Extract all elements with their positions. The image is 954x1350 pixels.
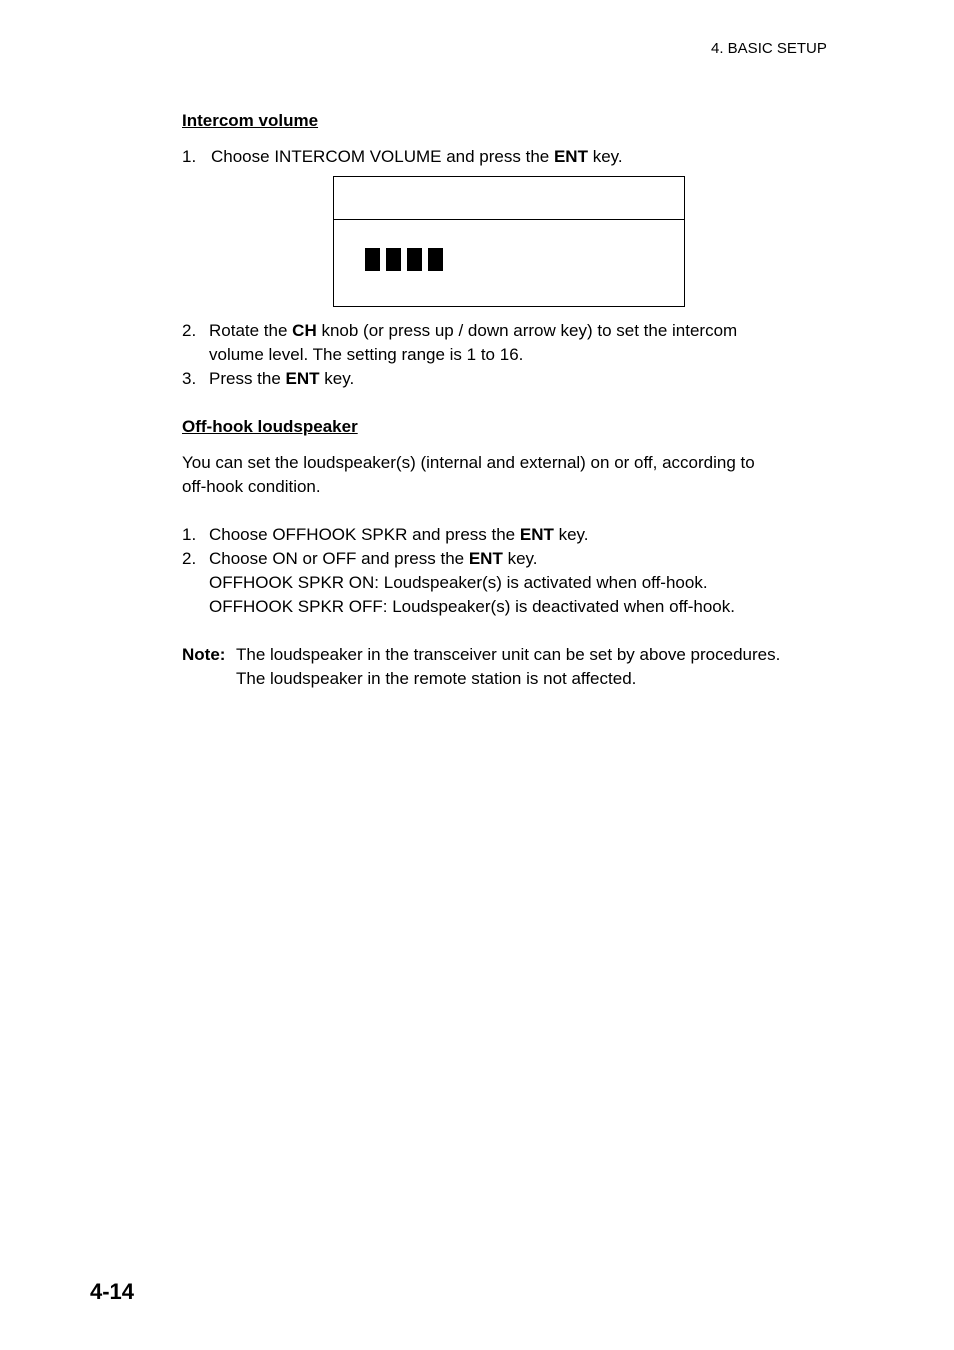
- step-text: Choose OFFHOOK SPKR and press the ENT key.: [209, 525, 589, 544]
- intercom-step-3: [182, 367, 355, 391]
- display-divider: [334, 219, 684, 220]
- section-heading-intercom-volume: Intercom volume: [182, 111, 319, 130]
- ent-key: ENT: [519, 525, 554, 544]
- intercom-step-2: [182, 319, 738, 343]
- note-label: Note:: [182, 645, 226, 664]
- note-line-1: The loudspeaker in the transceiver unit can be set by above procedures.: [236, 645, 781, 664]
- ch-key: CH: [292, 321, 317, 340]
- step-number: 3.: [182, 369, 197, 388]
- ent-key: ENT: [468, 549, 503, 568]
- step-text: Choose INTERCOM VOLUME and press the ENT key.: [211, 147, 623, 166]
- section-heading-off-hook-loudspeaker: Off-hook loudspeaker: [182, 417, 358, 436]
- ent-key: ENT: [553, 147, 588, 166]
- offhook-intro-line-1: You can set the loudspeaker(s) (internal and external) on or off, according to: [182, 453, 755, 472]
- step-number: 1.: [182, 525, 197, 544]
- volume-level-bar: [365, 248, 380, 271]
- volume-level-bar: [428, 248, 443, 271]
- volume-level-bar: [407, 248, 422, 271]
- note-line-2: The loudspeaker in the remote station is not affected.: [236, 669, 637, 688]
- offhook-intro-line-2: off-hook condition.: [182, 477, 321, 496]
- page-number: 4-14: [90, 1279, 135, 1304]
- volume-level-bar: [386, 248, 401, 271]
- intercom-volume-display: [333, 176, 685, 307]
- step-number: 1.: [182, 147, 197, 166]
- step-text: Choose ON or OFF and press the ENT key.: [209, 549, 538, 568]
- offhook-step-1: [182, 523, 589, 547]
- offhook-step-2: [182, 547, 538, 571]
- intercom-step-1: [182, 145, 623, 169]
- step-text: Press the ENT key.: [209, 369, 355, 388]
- intercom-step-2-line-2: volume level. The setting range is 1 to 16.: [209, 345, 524, 364]
- step-text: Rotate the CH knob (or press up / down arrow key) to set the intercom: [209, 321, 738, 340]
- step-number: 2.: [182, 321, 197, 340]
- volume-level-bars: [365, 248, 443, 271]
- step-number: 2.: [182, 549, 197, 568]
- offhook-spkr-on-description: OFFHOOK SPKR ON: Loudspeaker(s) is activated when off-hook.: [209, 573, 708, 592]
- running-header: 4. BASIC SETUP: [711, 40, 827, 57]
- offhook-spkr-off-description: OFFHOOK SPKR OFF: Loudspeaker(s) is deactivated when off-hook.: [209, 597, 735, 616]
- ent-key: ENT: [285, 369, 320, 388]
